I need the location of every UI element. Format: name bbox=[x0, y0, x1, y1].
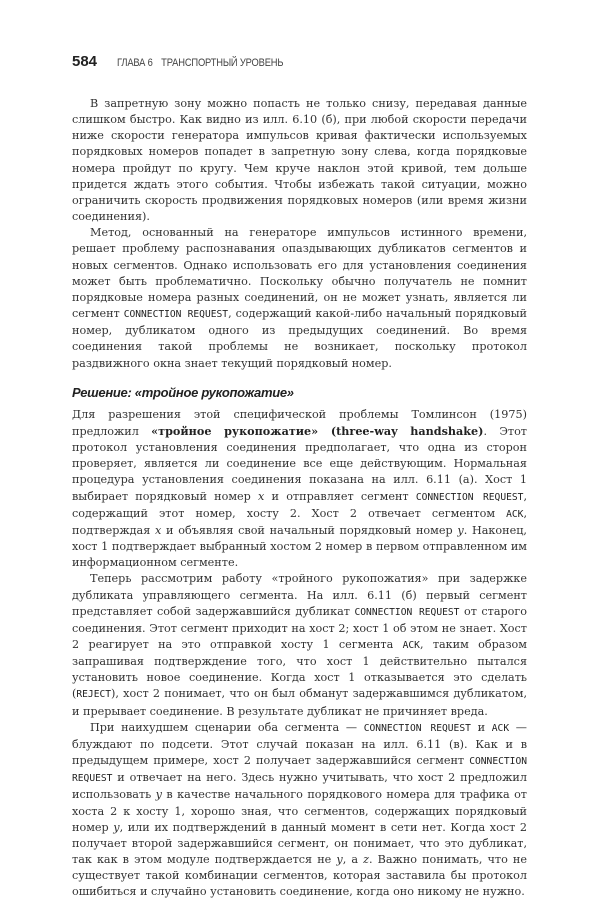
paragraph-text: . Наконец, хост 1 подтверждает выбранный хостом 2 номер в первом отправленном им информационном сегменте. bbox=[72, 523, 527, 570]
paragraph-text: и отвечает на него. Здесь нужно учитывать, что хост 2 предложил использовать bbox=[72, 771, 527, 802]
code-term: CONNECTION REQUEST bbox=[72, 756, 527, 785]
paragraph-text: от старого соединения. Этот сегмент приходит на хост 2; хост 1 об этом не знает. Хост 2 реагирует на это отправкой хосту 1 сегмента bbox=[72, 604, 528, 651]
code-term: CONNECTION REQUEST bbox=[123, 309, 229, 321]
section-paragraphs bbox=[72, 407, 527, 901]
paragraph-text: При наихудшем сценарии оба сегмента — bbox=[90, 720, 364, 734]
math-variable: y bbox=[155, 788, 162, 802]
running-header bbox=[72, 53, 313, 70]
paragraph-text: , а bbox=[342, 853, 364, 867]
intro-paragraphs bbox=[72, 96, 527, 372]
paragraph-text: , содержащий этот номер, хосту 2. Хост 2 отвечает сегментом bbox=[72, 489, 527, 520]
paragraph-text: Теперь рассмотрим работу «тройного рукопожатия» при задержке дубликата управляющего сегмента. На илл. 6.11 (б) первый сегмент представляет собой задержавшийся дубликат bbox=[72, 572, 527, 618]
code-term: CONNECTION REQUEST bbox=[415, 491, 524, 503]
chapter-heading bbox=[117, 57, 283, 69]
paragraph-text: , таким образом запрашивая подтверждение того, что хост 1 действительно пытался установить новое соединение. Когда хост 1 отказывается это сделать ( bbox=[72, 638, 527, 701]
math-variable: y bbox=[457, 523, 464, 537]
code-term: REJECT bbox=[76, 689, 112, 701]
paragraph-text: и объявляя свой начальный порядковый номер bbox=[161, 523, 458, 537]
paragraph bbox=[72, 96, 527, 225]
section-heading: Решение: «тройное рукопожатие» bbox=[72, 384, 294, 400]
math-variable: x bbox=[155, 523, 162, 537]
math-variable: x bbox=[258, 489, 265, 503]
page-number: 584 bbox=[72, 53, 98, 70]
defined-term: «тройное рукопожатие» (three-way handshake) bbox=[151, 423, 484, 438]
paragraph-text: . Этот протокол установления соединения предполагает, что одна из сторон проверяет, является ли соединение все еще действующим. Нормальная процедура установления соединения показана на илл. 6.11 (а). Хост 1 выбирает порядковый номер bbox=[72, 424, 527, 503]
paragraph-text: В запретную зону можно попасть не только снизу, передавая данные слишком быстро. Как видно из илл. 6.10 (б), при любой скорости передачи ниже скорости генератора импульсов кривая фактически используемых порядковых номеров попадет в запретную зону слева, когда порядковые номера пройдут по кругу. Чем круче наклон этой кривой, тем дольше придется ждать этого события. Чтобы избежать такой ситуации, можно ограничить скорость продвижения порядковых номеров (или время жизни соединения). bbox=[72, 97, 527, 224]
paragraph-text: и bbox=[470, 720, 492, 734]
paragraph-text: , содержащий какой-либо начальный порядковый номер, дубликатом одного из предыдущих соединений. Во время соединения такой проблемы не возникает, поскольку протокол раздвижного окна знает текущий порядковый номер. bbox=[72, 307, 527, 370]
paragraph-text: , подтверждая bbox=[72, 506, 527, 537]
code-term: ACK bbox=[491, 722, 510, 734]
paragraph bbox=[72, 407, 527, 572]
paragraph-text: Для разрешения этой специфической проблемы Томлинсон (1975) предложил bbox=[72, 407, 527, 438]
paragraph-text: ), хост 2 понимает, что он был обманут задержавшимся дубликатом, и прерывает соединение. В результате дубликат не причиняет вреда. bbox=[72, 687, 527, 718]
math-variable: y bbox=[336, 853, 343, 867]
paragraph bbox=[72, 571, 527, 719]
page-body bbox=[72, 96, 527, 901]
paragraph-text: Метод, основанный на генераторе импульсов истинного времени, решает проблему распознавания опаздывающих дубликатов сегментов и новых сегментов. Однако использовать его для установления соединения может быть проблематично. Поскольку обычно получатель не помнит порядковые номера разных соединений, он не может узнать, является ли сегмент bbox=[72, 226, 527, 321]
code-term: CONNECTION REQUEST bbox=[363, 722, 471, 734]
chapter-title: ТРАНСПОРТНЫЙ УРОВЕНЬ bbox=[161, 57, 284, 69]
paragraph bbox=[72, 225, 527, 371]
paragraph-text: и отправляет сегмент bbox=[264, 489, 416, 503]
paragraph-text: в качестве начального порядкового номера для трафика от хоста 2 к хосту 1, хорошо зная, что сегментов, содержащих порядковый номер bbox=[72, 788, 527, 834]
code-term: CONNECTION REQUEST bbox=[354, 606, 460, 618]
paragraph-text: . Важно понимать, что не существует такой комбинации сегментов, которая заставила бы протокол ошибиться и случайно установить соединение, когда оно никому не нужно. bbox=[72, 853, 527, 899]
code-term: ACK bbox=[402, 640, 420, 651]
paragraph-text: — блуждают по подсети. Этот случай показан на илл. 6.11 (в). Как и в предыдущем примере, хост 2 получает задержавшийся сегмент bbox=[72, 720, 527, 768]
chapter-label: ГЛАВА 6 bbox=[117, 57, 153, 69]
math-variable: z bbox=[363, 853, 369, 867]
paragraph bbox=[72, 720, 527, 901]
math-variable: y bbox=[113, 820, 120, 834]
code-term: ACK bbox=[506, 508, 524, 520]
paragraph-text: , или их подтверждений в данный момент в сети нет. Когда хост 2 получает второй задержавшийся сегмент, он понимает, что это дубликат, так как в этом модуле подтверждается не bbox=[72, 820, 527, 867]
